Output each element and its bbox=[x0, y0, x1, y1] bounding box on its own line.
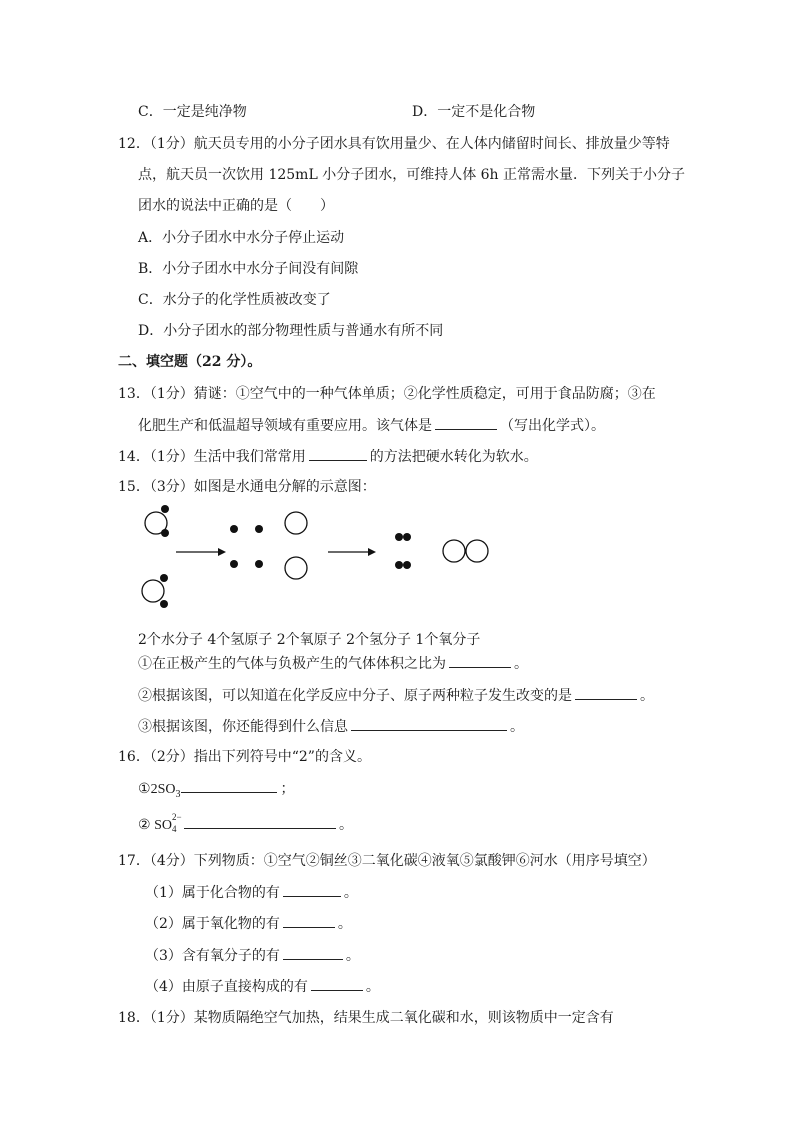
q15-sub2-end: 。 bbox=[640, 688, 654, 704]
q14-text: 14．（1分）生活中我们常常用 bbox=[118, 449, 306, 465]
q17-item1-text: （1）属于化合物的有 bbox=[145, 885, 280, 901]
q13-answer-blank[interactable] bbox=[435, 415, 497, 430]
q14-line bbox=[118, 446, 538, 466]
q13-line2-end: （写出化学式）。 bbox=[500, 418, 605, 434]
q17-item2 bbox=[145, 913, 352, 933]
section-heading: 二、填空题（22 分）。 bbox=[118, 354, 262, 370]
q16-item1-number: ① bbox=[138, 782, 151, 797]
q17-item4-text: （4）由原子直接构成的有 bbox=[145, 979, 308, 995]
q16-stem: 16．（2分）指出下列符号中“2”的含义。 bbox=[118, 749, 371, 765]
q13-line1: 13．（1分）猜谜：①空气中的一种气体单质；②化学性质稳定，可用于食品防腐；③在 bbox=[118, 386, 656, 402]
q16-item2-end: 。 bbox=[338, 818, 353, 833]
oxygen-molecule-icon bbox=[443, 540, 488, 562]
hydrogen-molecules-icon bbox=[395, 533, 411, 569]
q15-sub1-text: ①在正极产生的气体与负极产生的气体体积之比为 bbox=[138, 656, 446, 672]
q12-stem-line3: 团水的说法中正确的是（ ） bbox=[138, 198, 334, 214]
hydrogen-atoms-icon bbox=[230, 525, 263, 568]
q12-stem-line2: 点，航天员一次饮用 125mL 小分子团水，可维持人体 6h 正常需水量．下列关于小分子 bbox=[138, 167, 686, 183]
q15-sub2 bbox=[138, 685, 654, 705]
q16-item2-formula: SO bbox=[154, 818, 172, 833]
q15-sub1-blank[interactable] bbox=[449, 653, 511, 668]
q15-sub3-end: 。 bbox=[510, 719, 524, 735]
q17-item3-blank[interactable] bbox=[283, 945, 343, 960]
q11-option-d: D．一定不是化合物 bbox=[412, 104, 536, 120]
q15-stem: 15．（3分）如图是水通电分解的示意图： bbox=[118, 479, 376, 495]
q15-sub3 bbox=[138, 716, 524, 736]
q16-item1-end: ； bbox=[280, 782, 295, 797]
q16-item1-subscript: 3 bbox=[175, 788, 181, 800]
q15-sub1 bbox=[138, 653, 528, 673]
q17-item3 bbox=[145, 945, 360, 965]
q12-option-a: A．小分子团水中水分子停止运动 bbox=[138, 230, 345, 246]
q17-item3-text: （3）含有氧分子的有 bbox=[145, 948, 280, 964]
q13-line2 bbox=[138, 415, 605, 435]
q15-sub2-text: ②根据该图，可以知道在化学反应中分子、原子两种粒子发生改变的是 bbox=[138, 688, 572, 704]
q17-item3-end: 。 bbox=[345, 948, 360, 964]
q15-diagram-caption: 2个水分子 4个氢原子 2个氧原子 2个氢分子 1个氧分子 bbox=[138, 632, 481, 648]
reaction-arrow-icon bbox=[328, 548, 376, 556]
q16-item2-subscript: 4 bbox=[171, 824, 177, 834]
q14-text-end: 的方法把硬水转化为软水。 bbox=[369, 449, 538, 465]
q17-item4 bbox=[145, 976, 380, 996]
q16-item2 bbox=[138, 814, 353, 834]
water-molecule-icon bbox=[145, 505, 169, 537]
q11-option-c: C．一定是纯净物 bbox=[138, 104, 247, 120]
q17-item2-text: （2）属于氧化物的有 bbox=[145, 916, 280, 932]
oxygen-atoms-icon bbox=[285, 512, 307, 579]
q16-item2-ion-charge bbox=[172, 814, 182, 834]
q15-sub3-blank[interactable] bbox=[351, 716, 507, 731]
q13-line2-text: 化肥生产和低温超导领域有重要应用。该气体是 bbox=[138, 418, 432, 434]
q14-answer-blank[interactable] bbox=[309, 446, 367, 461]
q18-stem: 18．（1分）某物质隔绝空气加热，结果生成二氧化碳和水，则该物质中一定含有 bbox=[118, 1010, 614, 1026]
q12-option-d: D．小分子团水的部分物理性质与普通水有所不同 bbox=[138, 323, 444, 339]
q17-item4-end: 。 bbox=[365, 979, 380, 995]
q17-item1-blank[interactable] bbox=[283, 882, 341, 897]
q16-item1 bbox=[138, 778, 294, 798]
q16-item2-superscript: 2− bbox=[171, 812, 182, 822]
q17-item1-end: 。 bbox=[343, 885, 358, 901]
q15-sub1-end: 。 bbox=[514, 656, 528, 672]
q17-item2-end: 。 bbox=[337, 916, 352, 932]
electrolysis-diagram bbox=[138, 502, 498, 612]
q17-item4-blank[interactable] bbox=[311, 976, 363, 991]
q17-stem: 17．（4分）下列物质：①空气②铜丝③二氧化碳④液氧⑤氯酸钾⑥河水（用序号填空） bbox=[118, 853, 656, 869]
q16-item1-formula: 2SO bbox=[150, 782, 176, 797]
q15-sub2-blank[interactable] bbox=[575, 685, 637, 700]
reaction-arrow-icon bbox=[176, 548, 226, 556]
q12-option-b: B．小分子团水中水分子间没有间隙 bbox=[138, 261, 359, 277]
q16-item2-blank[interactable] bbox=[184, 814, 336, 829]
q12-stem-line1: 12．（1分）航天员专用的小分子团水具有饮用量少、在人体内储留时间长、排放量少等特 bbox=[118, 136, 670, 152]
q16-item2-number: ② bbox=[138, 818, 151, 833]
q16-item1-blank[interactable] bbox=[181, 778, 277, 793]
water-molecule-icon bbox=[142, 574, 168, 608]
q17-item2-blank[interactable] bbox=[283, 913, 335, 928]
q12-option-c: C．水分子的化学性质被改变了 bbox=[138, 292, 331, 308]
q17-item1 bbox=[145, 882, 358, 902]
q15-sub3-text: ③根据该图，你还能得到什么信息 bbox=[138, 719, 348, 735]
